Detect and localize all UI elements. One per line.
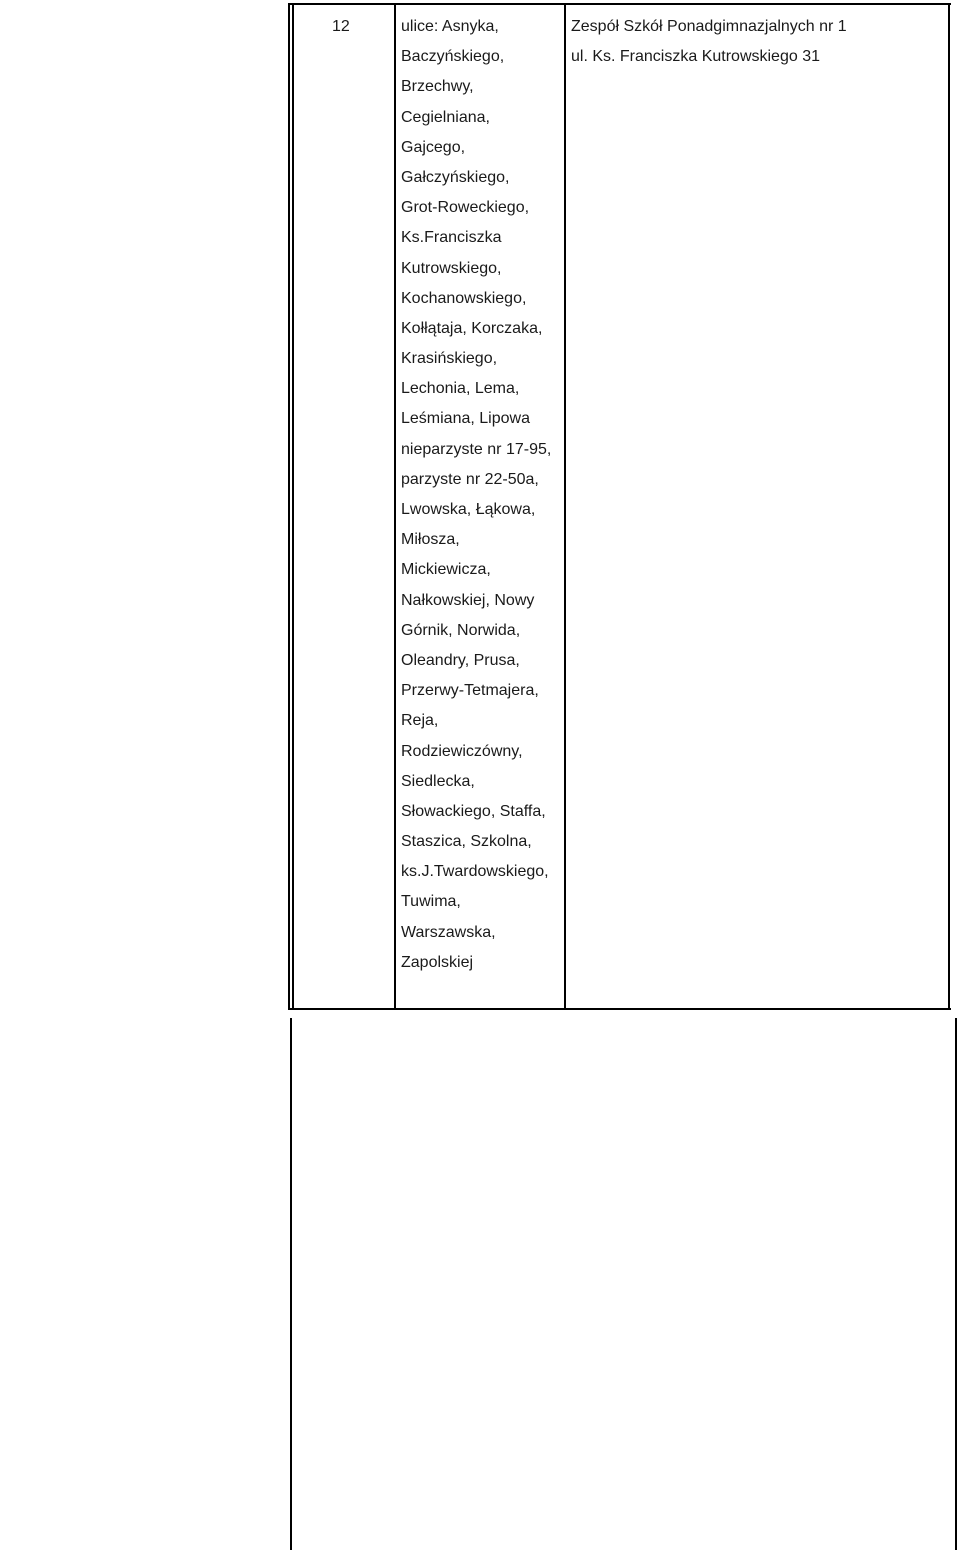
street-line: Miłosza, [401,531,460,549]
table-bottom-border [288,1008,951,1010]
street-line: Warszawska, [401,923,496,941]
table-left-border-inner [292,3,294,1010]
street-line: nieparzyste nr 17-95, [401,440,552,458]
street-line: Siedlecka, [401,772,475,790]
table-left-border-outer [288,3,290,1010]
street-line: Krasińskiego, [401,350,498,368]
street-line: Grot-Roweckiego, [401,199,530,217]
street-line: Oleandry, Prusa, [401,651,520,669]
street-line: Kochanowskiego, [401,289,527,307]
street-line: Rodziewiczówny, [401,742,523,760]
street-line: Przerwy-Tetmajera, [401,682,539,700]
street-line: Brzechwy, [401,78,474,96]
street-line: Kołłątaja, Korczaka, [401,319,543,337]
street-line: Lechonia, Lema, [401,380,520,398]
school-cell [571,12,847,72]
street-line: Reja, [401,712,439,730]
street-line: ks.J.Twardowskiego, [401,863,549,881]
street-line: Gałczyńskiego, [401,168,510,186]
streets-list [401,12,551,978]
column-divider-1 [394,3,396,1010]
next-table-left-border [290,1018,292,1550]
street-line: Nałkowskiej, Nowy [401,591,535,609]
column-divider-2 [564,3,566,1010]
table-right-border [948,3,950,1010]
street-line: Górnik, Norwida, [401,621,521,639]
street-line: Kutrowskiego, [401,259,502,277]
street-line: Gajcego, [401,138,466,156]
street-line: Cegielniana, [401,108,490,126]
street-line: Staszica, Szkolna, [401,833,532,851]
street-line: Słowackiego, Staffa, [401,802,546,820]
street-line: Ks.Franciszka [401,229,502,247]
next-table-right-border [955,1018,957,1550]
street-line: Zapolskiej [401,953,474,971]
street-line: Baczyńskiego, [401,48,505,66]
table-top-border [288,3,951,5]
street-line: Leśmiana, Lipowa [401,410,530,428]
street-line: Lwowska, Łąkowa, [401,501,536,518]
street-line: Tuwima, [401,893,461,911]
school-name: Zespół Szkół Ponadgimnazjalnych nr 1 [571,18,847,35]
street-line: Mickiewicza, [401,561,491,579]
row-number: 12 [332,18,350,35]
school-address: ul. Ks. Franciszka Kutrowskiego 31 [571,48,820,66]
street-line: parzyste nr 22-50a, [401,470,539,488]
street-line: ulice: Asnyka, [401,18,499,35]
